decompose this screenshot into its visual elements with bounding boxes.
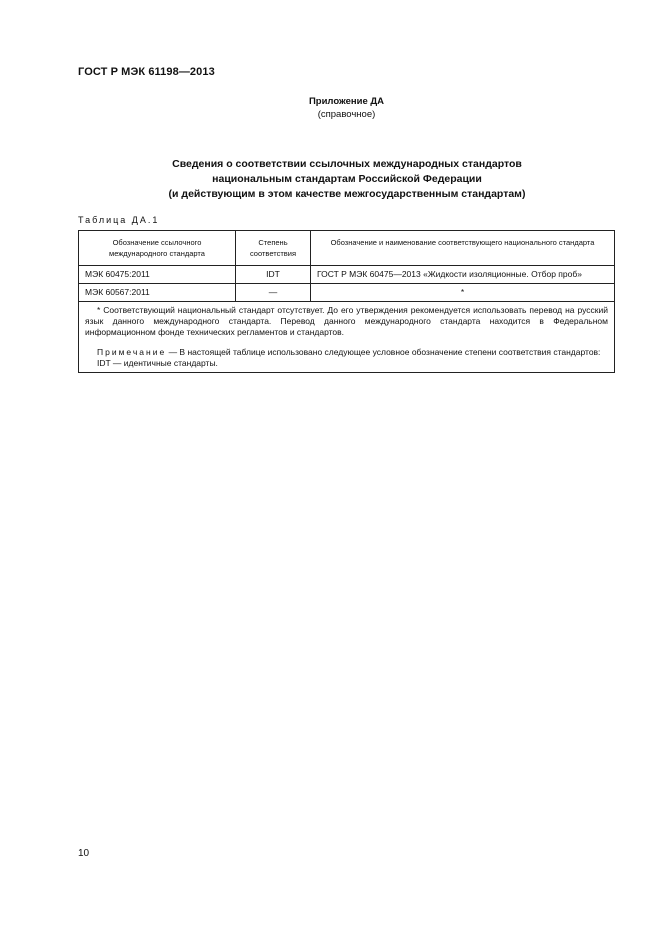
cell-international-standard: МЭК 60567:2011 xyxy=(79,284,236,302)
annex-block xyxy=(0,95,661,121)
table-row xyxy=(79,266,615,284)
heading-line-3: (и действующим в этом качестве межгосударственным стандартам) xyxy=(168,188,526,200)
cell-international-standard: МЭК 60475:2011 xyxy=(79,266,236,284)
heading-line-2: национальным стандартам Российской Федерации xyxy=(212,173,482,185)
table-caption: Таблица ДА.1 xyxy=(78,215,160,225)
standards-table xyxy=(78,230,615,373)
table-footnote: * Соответствующий национальный стандарт отсутствует. До его утверждения рекомендуется использовать перевод на русский язык данного международного стандарта. Перевод данного международного стандарта находится в Федеральном информационном фонде технических регламентов и стандартов. xyxy=(85,305,608,337)
cell-degree: — xyxy=(236,284,311,302)
note-label: Примечание xyxy=(97,347,167,357)
cell-national-standard: * xyxy=(311,284,615,302)
note-text: — В настоящей таблице использовано следующее условное обозначение степени соответствия стандартов: xyxy=(166,347,601,357)
header-international-standard: Обозначение ссылочного международного стандарта xyxy=(79,231,236,266)
header-degree-of-conformity: Степень соответствия xyxy=(236,231,311,266)
cell-degree: IDT xyxy=(236,266,311,284)
section-heading xyxy=(78,157,616,202)
table-note xyxy=(85,347,608,358)
table-header-row xyxy=(79,231,615,266)
annex-subtitle: (справочное) xyxy=(317,109,376,120)
table-notes xyxy=(79,302,615,373)
document-code: ГОСТ Р МЭК 61198—2013 xyxy=(78,66,215,78)
page-number: 10 xyxy=(78,848,90,859)
header-national-standard: Обозначение и наименование соответствующего национального стандарта xyxy=(311,231,615,266)
table-notes-row xyxy=(79,302,615,373)
table-row xyxy=(79,284,615,302)
annex-title: Приложение ДА xyxy=(308,96,385,107)
note-item: IDT — идентичные стандарты. xyxy=(97,358,218,368)
cell-national-standard: ГОСТ Р МЭК 60475—2013 «Жидкости изоляционные. Отбор проб» xyxy=(311,266,615,284)
heading-line-1: Сведения о соответствии ссылочных международных стандартов xyxy=(172,158,522,170)
